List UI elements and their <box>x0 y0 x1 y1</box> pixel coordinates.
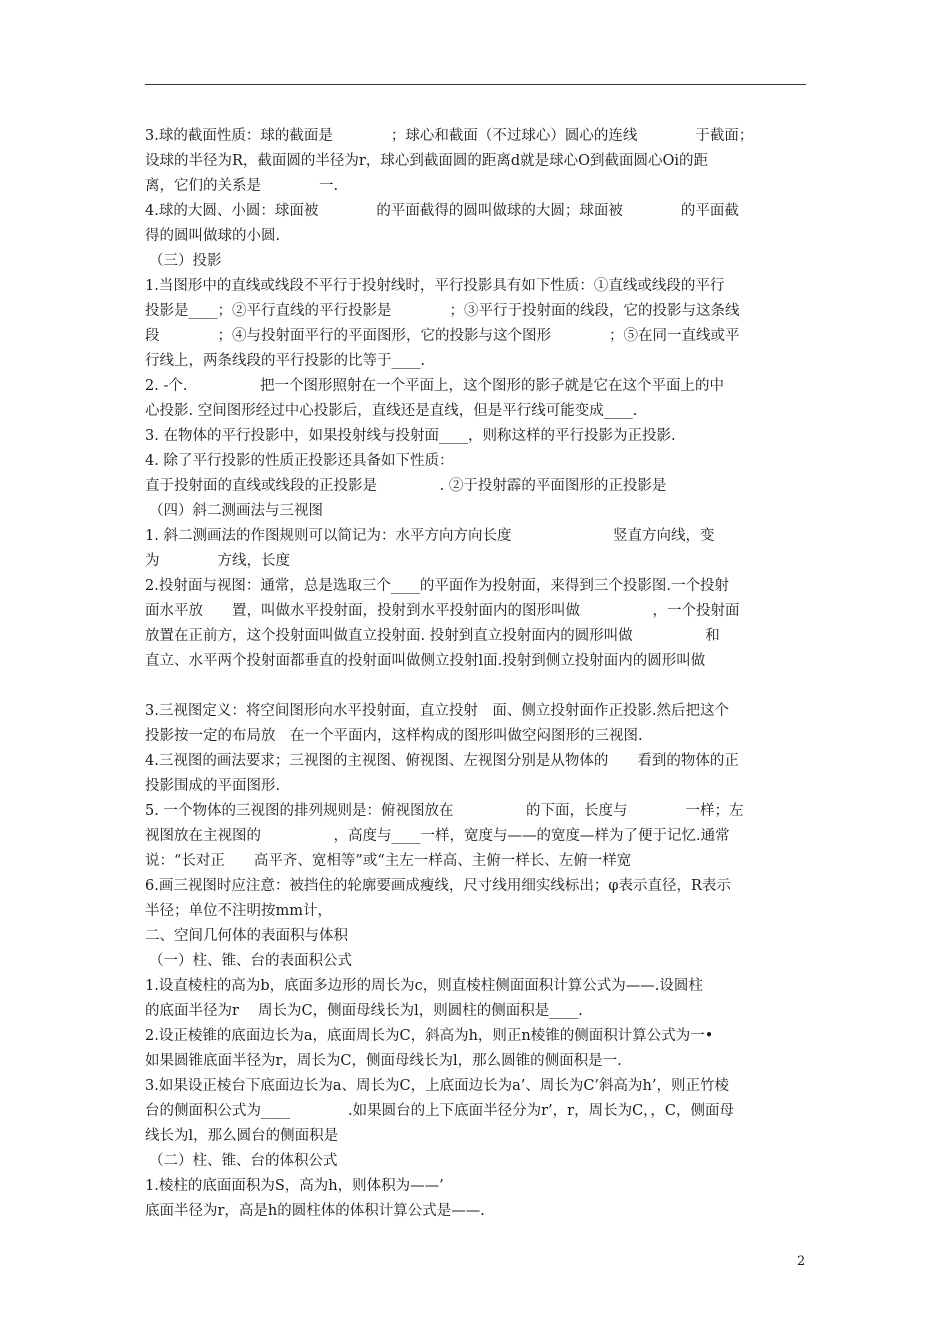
text-line: 台的侧面积公式为____ .如果圆台的上下底面半径分为r’，r，周长为C，，C，侧面母 <box>145 1103 735 1119</box>
text-line: 2.投射面与视图：通常，总是选取三个____的平面作为投射面，来得到三个投影图.一个投射 <box>145 578 729 594</box>
text-line: 如果圆锥底面半径为r，周长为C，侧面母线长为l，那么圆锥的侧面积是一. <box>145 1053 622 1069</box>
text-line: 2. -个. 把一个图形照射在一个平面上，这个图形的影子就是它在这个平面上的中 <box>145 378 724 394</box>
text-line: 行线上，两条线段的平行投影的比等于____. <box>145 353 426 369</box>
text-line: 线长为l，那么圆台的侧面积是 <box>145 1128 339 1144</box>
text-line: 为 方线，长度 <box>145 553 290 569</box>
text-line: 投影围成的平面图形. <box>145 778 281 794</box>
section-heading: （四）斜二测画法与三视图 <box>149 503 323 519</box>
header-rule <box>145 84 806 85</box>
text-line: 放置在正前方，这个投射面叫做直立投射面. 投射到直立投射面内的圆形叫做 和 <box>145 628 720 644</box>
subsection-heading: （二）柱、锥、台的体积公式 <box>149 1153 338 1169</box>
text-line: 3.球的截面性质：球的截面是 ；球心和截面（不过球心）圆心的连线 于截面； <box>145 128 754 144</box>
page-number: 2 <box>797 1254 806 1269</box>
section-heading: （三）投影 <box>149 253 222 269</box>
text-line: 面水平放 置，叫做水平投射面，投射到水平投射面内的图形叫做 ，一个投射面 <box>145 603 740 619</box>
subsection-heading: （一）柱、锥、台的表面积公式 <box>149 953 352 969</box>
text-line: 1. 斜二测画法的作图规则可以简记为：水平方向方向长度 竖直方向线，变 <box>145 528 715 544</box>
text-line: 投影按一定的布局放 在一个平面内，这样构成的图形叫做空闷图形的三视图. <box>145 728 643 744</box>
text-line: 段 ；④与投射面平行的平面图形，它的投影与这个图形 ；⑤在同一直线或平 <box>145 328 740 344</box>
text-line: 的底面半径为r 周长为C，侧面母线长为l，则圆柱的侧面积是____. <box>145 1003 583 1019</box>
text-line: 设球的半径为R，截面圆的半径为r，球心到截面圆的距离d就是球心O到截面圆心Oi的距 <box>145 153 709 169</box>
text-line: 底面半径为r，高是h的圆柱体的体积计算公式是——. <box>145 1203 485 1219</box>
text-line: 3. 在物体的平行投影中，如果投射线与投射面____，则称这样的平行投影为正投影. <box>145 428 676 444</box>
text-line: 3.如果设正棱台下底面边长为a、周长为C，上底面边长为a’、周长为C’斜高为h’，则正竹棱 <box>145 1078 729 1094</box>
text-line: 2.设正棱锥的底面边长为a，底面周长为C，斜高为h，则正n棱锥的侧面积计算公式为一• <box>145 1028 714 1044</box>
text-line: 1.棱柱的底面面积为S，高为h，则体积为——’ <box>145 1178 444 1194</box>
text-line: 说：“长对正 高平齐、宽相等”或“主左一样高、主俯一样长、左俯一样宽 <box>145 853 632 869</box>
document-body <box>145 124 810 1224</box>
text-line: 5. 一个物体的三视图的排列规则是：俯视图放在 的下面，长度与 一样；左 <box>145 803 744 819</box>
text-line: 得的圆叫做球的小圆. <box>145 228 281 244</box>
text-line: 3.三视图定义：将空间图形向水平投射面，直立投射 面、侧立投射面作正投影.然后把这个 <box>145 703 729 719</box>
text-line: 1.当图形中的直线或线段不平行于投射线时，平行投影具有如下性质：①直线或线段的平行 <box>145 278 725 294</box>
text-line: 心投影. 空间图形经过中心投影后，直线还是直线，但是平行线可能变成____. <box>145 403 638 419</box>
text-line: 4.三视图的画法要求；三视图的主视图、俯视图、左视图分别是从物体的 看到的物体的正 <box>145 753 739 769</box>
text-line: 离，它们的关系是 一. <box>145 178 339 194</box>
text-line: 投影是____；②平行直线的平行投影是 ；③平行于投射面的线段，它的投影与这条线 <box>145 303 740 319</box>
text-line: 4. 除了平行投影的性质正投影还具备如下性质： <box>145 453 454 469</box>
text-line: 1.设直棱柱的高为b，底面多边形的周长为c，则直棱柱侧面面积计算公式为——.设圆柱 <box>145 978 703 994</box>
text-line: 半径；单位不注明按mm计， <box>145 903 332 919</box>
text-line: 6.画三视图时应注意：被挡住的轮廓要画成瘦线，尺寸线用细实线标出；φ表示直径，R表示 <box>145 878 731 894</box>
text-line: 直立、水平两个投射面都垂直的投射面叫做侧立投射l面.投射到侧立投射面内的圆形叫做 <box>145 653 706 669</box>
text-line: 直于投射面的直线或线段的正投影是 . ②于投射霹的平面图形的正投影是 <box>145 478 667 494</box>
text-line: 4.球的大圆、小圆：球面被 的平面截得的圆叫做球的大圆；球面被 的平面截 <box>145 203 739 219</box>
section-heading: 二、空间几何体的表面积与体积 <box>145 928 348 944</box>
text-line: 视图放在主视图的 ，高度与____一样，宽度与——的宽度—样为了便于记忆.通常 <box>145 828 730 844</box>
blank-line <box>145 674 810 699</box>
